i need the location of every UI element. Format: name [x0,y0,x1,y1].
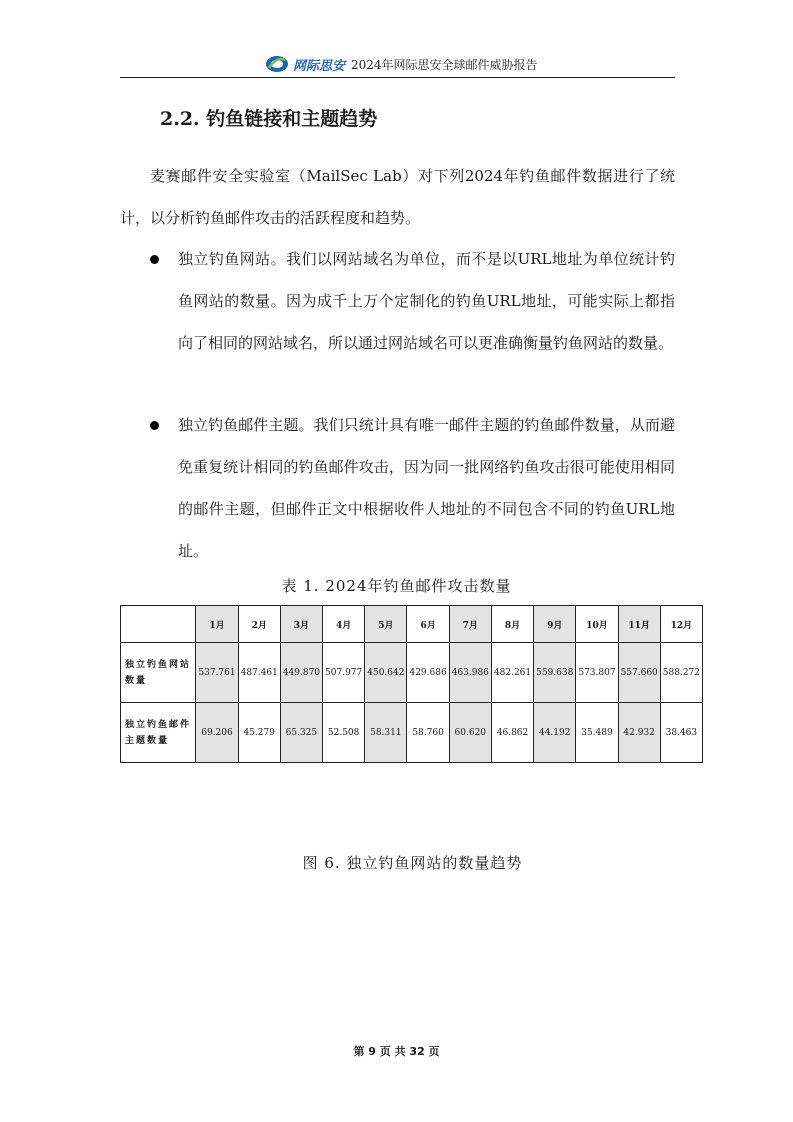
table-cell: 557.660 [618,643,660,703]
month-header: 9月 [534,606,576,643]
table-cell: 69.206 [196,703,238,763]
page-footer: 第 9 页 共 32 页 [353,1045,440,1058]
section-title: 2.2. 钓鱼链接和主题趋势 [160,108,378,130]
month-header: 1月 [196,606,238,643]
month-header: 2月 [238,606,280,643]
table-caption: 表 1. 2024年钓鱼邮件攻击数量 [281,577,512,595]
table-row [121,703,703,763]
table-cell: 537.761 [196,643,238,703]
month-header: 4月 [323,606,365,643]
month-header: 11月 [618,606,660,643]
table-cell: 58.760 [407,703,449,763]
month-header: 8月 [491,606,533,643]
table-cell: 482.261 [491,643,533,703]
month-header: 12月 [660,606,702,643]
table-header-row [121,606,703,643]
table-cell: 450.642 [365,643,407,703]
table-cell: 60.620 [449,703,491,763]
table-cell: 35.489 [576,703,618,763]
month-header: 6月 [407,606,449,643]
table-cell: 588.272 [660,643,702,703]
table-cell: 45.279 [238,703,280,763]
month-header: 5月 [365,606,407,643]
month-header: 10月 [576,606,618,643]
bullet-dot-icon [150,255,159,264]
figure-caption: 图 6. 独立钓鱼网站的数量趋势 [302,854,523,872]
table-corner-cell [121,606,196,643]
bullet-text: 独立钓鱼邮件主题。我们只统计具有唯一邮件主题的钓鱼邮件数量，从而避免重复统计相同的钓鱼邮件攻击，因为同一批网络钓鱼攻击很可能使用相同的邮件主题，但邮件正文中根据收件人地址的不同包含不同的钓鱼URL地址。 [178,416,675,560]
bullet-dot-icon [150,421,159,430]
table-cell: 463.986 [449,643,491,703]
table-cell: 58.311 [365,703,407,763]
month-header: 3月 [280,606,322,643]
bullet-text: 独立钓鱼网站。我们以网站域名为单位，而不是以URL地址为单位统计钓鱼网站的数量。因为成千上万个定制化的钓鱼URL地址，可能实际上都指向了相同的网站域名，所以通过网站域名可以更准确衡量钓鱼网站的数量。 [178,250,675,352]
row-label: 独立钓鱼邮件主题数量 [121,703,196,763]
table-cell: 42.932 [618,703,660,763]
table-cell: 487.461 [238,643,280,703]
brand-logo-icon [265,54,289,74]
table-cell: 52.508 [323,703,365,763]
table-cell: 449.870 [280,643,322,703]
table-cell: 46.862 [491,703,533,763]
row-label: 独立钓鱼网站数量 [121,643,196,703]
table-cell: 65.325 [280,703,322,763]
phishing-stats-table [120,605,703,763]
table-cell: 44.192 [534,703,576,763]
table-cell: 573.807 [576,643,618,703]
intro-paragraph: 麦赛邮件安全实验室（MailSec Lab）对下列2024年钓鱼邮件数据进行了统计，以分析钓鱼邮件攻击的活跃程度和趋势。 [120,167,675,227]
table-row [121,643,703,703]
month-header: 7月 [449,606,491,643]
header-title: 2024年网际思安全球邮件威胁报告 [351,57,538,72]
table-cell: 429.686 [407,643,449,703]
table-cell: 507.977 [323,643,365,703]
header-content [265,54,538,74]
page-header [120,52,675,78]
brand-name: 网际思安 [293,58,346,74]
table-cell: 38.463 [660,703,702,763]
table-cell: 559.638 [534,643,576,703]
